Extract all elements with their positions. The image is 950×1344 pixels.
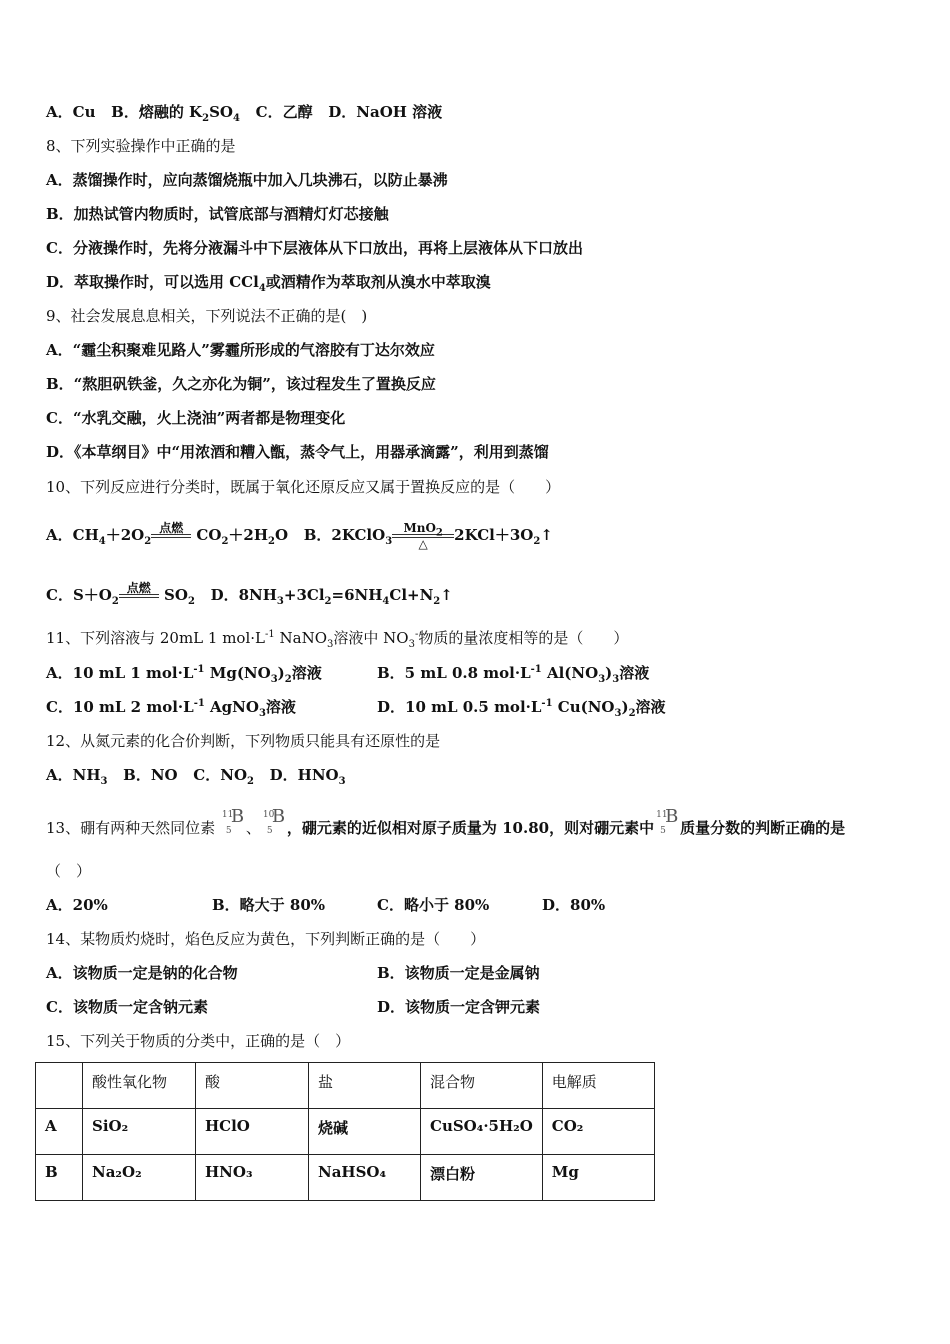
table-cell: 电解质 <box>542 1063 654 1109</box>
table-cell: Mg <box>542 1155 654 1201</box>
condition-ignite: 点燃 <box>119 582 159 610</box>
table-cell <box>36 1063 83 1109</box>
q14-options-ab: A．该物质一定是钠的化合物 B．该物质一定是金属钠 <box>46 964 540 982</box>
table-header-row <box>36 1063 655 1109</box>
q9-option-c: C．“水乳交融，火上浇油”两者都是物理变化 <box>46 409 346 427</box>
table-cell: 烧碱 <box>309 1109 421 1155</box>
table-cell: NaHSO₄ <box>309 1155 421 1201</box>
q12-stem: 12、从氮元素的化合价判断，下列物质只能具有还原性的是 <box>46 732 441 750</box>
q8-option-c: C．分液操作时，先将分液漏斗中下层液体从下口放出，再将上层液体从下口放出 <box>46 239 583 257</box>
table-cell: 盐 <box>309 1063 421 1109</box>
isotope-b11: 11 5 B <box>221 806 245 836</box>
condition-ignite: 点燃 <box>151 522 191 550</box>
table-cell: B <box>36 1155 83 1201</box>
q7-options: A．Cu B．熔融的 $K_2SO_4$ C．乙醇 D．NaOH 溶液 <box>46 103 443 124</box>
table-cell: CuSO₄·5H₂O <box>421 1109 543 1155</box>
q10-options-cd: C．$S+O_2$ 点燃 $SO_2$ D．$8NH_3+3Cl_2=6NH_4Cl+N_2↑$ <box>46 582 453 610</box>
q11-stem: 11、下列溶液与 20mL 1 $mol\cdot L^{-1}$ NaNO$_3$溶液中 $NO_3^-$物质的量浓度相等的是（ ） <box>46 629 629 650</box>
isotope-b10: 10 5 B <box>262 806 286 836</box>
table-cell: Na₂O₂ <box>83 1155 196 1201</box>
q14-options-cd: C．该物质一定含钠元素 D．该物质一定含钾元素 <box>46 998 541 1016</box>
q15-stem: 15、下列关于物质的分类中，正确的是（ ） <box>46 1032 351 1050</box>
table-cell: HClO <box>196 1109 309 1155</box>
q9-option-d: D．《本草纲目》中“用浓酒和糟入甑，蒸令气上，用器承滴露”，利用到蒸馏 <box>46 443 549 461</box>
q8-option-a: A．蒸馏操作时，应向蒸馏烧瓶中加入几块沸石，以防止暴沸 <box>46 171 448 189</box>
q8-option-b: B．加热试管内物质时，试管底部与酒精灯灯芯接触 <box>46 205 389 223</box>
table-cell: 酸 <box>196 1063 309 1109</box>
q11-options-cd: C．10 mL 2 $mol\cdot L^{-1}$ AgNO$_3$溶液 D．10 mL 0.5 $mol\cdot L^{-1}$ $Cu(NO_3)_2$溶液 <box>46 698 666 719</box>
q13-stem: 13、硼有两种天然同位素 11 5 B 、 10 5 B ，硼元素的近似相对原子质量为 10.80，则对硼元素中 11 5 B 质量分数的判断正确的是 <box>46 806 846 837</box>
q8-option-d: D．萃取操作时，可以选用 CCl$_4$或酒精作为萃取剂从溴水中萃取溴 <box>46 273 491 294</box>
q9-option-a: A．“霾尘积聚难见路人”雾霾所形成的气溶胶有丁达尔效应 <box>46 341 435 359</box>
q14-stem: 14、某物质灼烧时，焰色反应为黄色，下列判断正确的是（ ） <box>46 930 486 948</box>
q13-paren: （ ） <box>46 862 92 880</box>
classification-table <box>35 1062 655 1201</box>
q11-options-ab: A．10 mL 1 $mol\cdot L^{-1}$ $Mg(NO_3)_2$溶液 B．5 mL 0.8 $mol\cdot L^{-1}$ $Al(NO_3)_3$溶液 <box>46 664 650 685</box>
table-row <box>36 1109 655 1155</box>
table-cell: HNO₃ <box>196 1155 309 1201</box>
table-cell: 漂白粉 <box>421 1155 543 1201</box>
q9-stem: 9、社会发展息息相关，下列说法不正确的是( ) <box>46 307 368 325</box>
isotope-b11: 11 5 B <box>656 806 679 836</box>
q9-option-b: B．“熬胆矾铁釜，久之亦化为铜”，该过程发生了置换反应 <box>46 375 436 393</box>
q10-stem: 10、下列反应进行分类时，既属于氧化还原反应又属于置换反应的是（ ） <box>46 478 561 496</box>
q12-options: A．$NH_3$ B．NO C．$NO_2$ D．$HNO_3$ <box>46 766 346 787</box>
table-cell: A <box>36 1109 83 1155</box>
q13-options: A．20% B．略大于 80% C．略小于 80% D．80% <box>46 896 606 914</box>
q8-stem: 8、下列实验操作中正确的是 <box>46 137 236 155</box>
table-cell: SiO₂ <box>83 1109 196 1155</box>
condition-catalyst: MnO$_2$ △ <box>392 522 454 550</box>
table-cell: 酸性氧化物 <box>83 1063 196 1109</box>
table-cell: CO₂ <box>542 1109 654 1155</box>
q10-options-ab: A．$CH_4+2O_2$ 点燃 $CO_2+2H_2O$ B．2KClO$_3$ MnO$_2$ △ $2KCl+3O_2↑$ <box>46 521 553 551</box>
table-row <box>36 1155 655 1201</box>
table-cell: 混合物 <box>421 1063 543 1109</box>
